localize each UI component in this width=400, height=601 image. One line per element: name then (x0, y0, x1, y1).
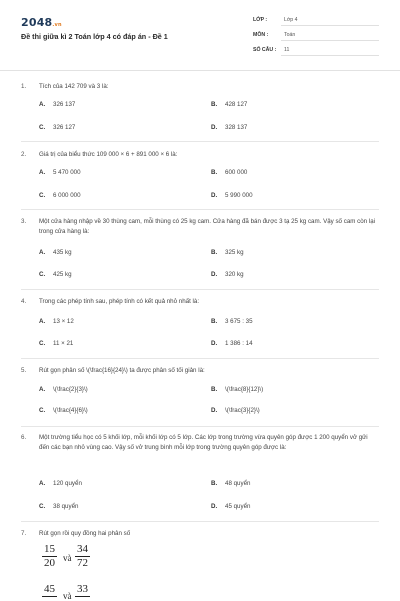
option-a[interactable] (39, 169, 81, 176)
option-b[interactable] (211, 249, 244, 256)
option-label: B. (211, 386, 218, 393)
option-a[interactable] (39, 318, 74, 325)
option-text: 435 kg (53, 249, 72, 256)
option-label: D. (211, 271, 218, 278)
option-label: A. (39, 101, 46, 108)
fraction (75, 543, 90, 570)
option-b[interactable] (211, 480, 250, 487)
meta-key: MÔN : (253, 32, 269, 38)
option-c[interactable] (39, 503, 78, 510)
meta-value: Lớp 4 (284, 17, 298, 23)
option-b[interactable] (211, 318, 253, 325)
option-label: D. (211, 340, 218, 347)
option-text: \(\frac{2}{3}\) (53, 386, 88, 393)
option-text: 328 137 (225, 124, 248, 131)
option-a[interactable] (39, 480, 82, 487)
option-d[interactable] (211, 340, 253, 347)
option-label: B. (211, 249, 218, 256)
option-text: 11 × 21 (53, 340, 74, 347)
option-text: 45 quyển (225, 503, 251, 510)
option-text: \(\frac{3}{2}\) (225, 407, 260, 414)
question-number: 6. (21, 434, 27, 441)
option-label: A. (39, 249, 46, 256)
option-label: C. (39, 340, 46, 347)
denominator: 20 (44, 557, 55, 569)
option-d[interactable] (211, 124, 247, 131)
option-text: 6 000 000 (53, 192, 81, 199)
option-text: 326 137 (53, 101, 76, 108)
option-label: D. (211, 407, 218, 414)
option-label: C. (39, 271, 46, 278)
option-text: 600 000 (225, 169, 248, 176)
question-stem: Giá trị của biểu thức 109 000 × 6 + 891 000 × 6 là: (39, 151, 178, 158)
numerator: 33 (77, 583, 88, 595)
question-stem: Tích của 142 709 và 3 là: (39, 83, 109, 90)
option-label: A. (39, 169, 46, 176)
option-text: \(\frac{4}{6}\) (53, 407, 88, 414)
option-a[interactable] (39, 101, 75, 108)
option-text: 425 kg (53, 271, 72, 278)
question-number: 4. (21, 298, 27, 305)
option-text: 5 990 000 (225, 192, 253, 199)
question-number: 7. (21, 530, 27, 537)
option-a[interactable] (39, 249, 72, 256)
option-label: B. (211, 101, 218, 108)
option-label: C. (39, 503, 46, 510)
divider (21, 141, 379, 142)
meta-value: Toán (284, 32, 296, 38)
option-text: 5 470 000 (53, 169, 81, 176)
option-text: 3 675 : 35 (225, 318, 253, 325)
question-number: 3. (21, 218, 27, 225)
option-text: 325 kg (225, 249, 244, 256)
option-label: C. (39, 192, 46, 199)
option-text: 13 × 12 (53, 318, 74, 325)
question-number: 5. (21, 367, 27, 374)
option-text: 120 quyển (53, 480, 82, 487)
option-text: 428 127 (225, 101, 248, 108)
divider (21, 426, 379, 427)
joiner-text: và (63, 591, 72, 601)
option-d[interactable] (211, 271, 244, 278)
document-header (0, 0, 400, 71)
option-b[interactable] (211, 386, 263, 393)
question-stem: Một trường tiểu học có 5 khối lớp, mỗi khối lớp có 5 lớp. Các lớp trong trường vừa quyên góp được 1 200 quyển vở gửi đến các bạn nhỏ vùng cao. Vậy số vở trung bình mỗi lớp trong trường quyên góp được là: (39, 434, 368, 451)
option-b[interactable] (211, 169, 247, 176)
option-label: D. (211, 503, 218, 510)
site-logo[interactable]: 2048.vn (21, 16, 62, 29)
option-label: B. (211, 480, 218, 487)
option-label: C. (39, 407, 46, 414)
option-label: A. (39, 318, 46, 325)
option-d[interactable] (211, 192, 253, 199)
option-text: 326 127 (53, 124, 76, 131)
option-text: 1 386 : 14 (225, 340, 253, 347)
meta-key: LỚP : (253, 17, 268, 23)
question-number: 2. (21, 151, 27, 158)
option-text: 38 quyển (53, 503, 79, 510)
question-number: 1. (21, 83, 27, 90)
document-title: Đề thi giữa kì 2 Toán lớp 4 có đáp án - Đề 1 (21, 32, 168, 41)
option-label: B. (211, 169, 218, 176)
denominator: 72 (77, 557, 88, 569)
option-label: C. (39, 124, 46, 131)
joiner-text: và (63, 553, 72, 563)
option-label: B. (211, 318, 218, 325)
divider (281, 55, 379, 56)
option-c[interactable] (39, 340, 73, 347)
option-label: D. (211, 192, 218, 199)
option-a[interactable] (39, 386, 88, 393)
option-label: A. (39, 386, 46, 393)
numerator: 45 (44, 583, 55, 595)
fraction (42, 543, 57, 570)
option-label: A. (39, 480, 46, 487)
option-d[interactable] (211, 407, 260, 414)
option-c[interactable] (39, 124, 75, 131)
option-text: \(\frac{8}{12}\) (225, 386, 264, 393)
option-c[interactable] (39, 407, 88, 414)
option-c[interactable] (39, 192, 81, 199)
question-stem: Rút gọn phân số \(\frac{16}{24}\) ta được phân số tối giản là: (39, 367, 205, 374)
divider (21, 521, 379, 522)
question-stem: Rút gọn rồi quy đồng hai phân số (39, 530, 131, 537)
question-stem: Trong các phép tính sau, phép tính có kết quả nhỏ nhất là: (39, 298, 200, 305)
divider (21, 209, 379, 210)
divider (281, 40, 379, 41)
fraction (75, 583, 90, 597)
option-b[interactable] (211, 101, 247, 108)
fraction (42, 583, 57, 597)
divider (21, 289, 379, 290)
option-d[interactable] (211, 503, 250, 510)
divider (21, 358, 379, 359)
option-label: D. (211, 124, 218, 131)
divider (281, 25, 379, 26)
question-stem: Một cửa hàng nhập về 30 thùng cam, mỗi thùng có 25 kg cam. Cửa hàng đã bán được 3 tạ 25 kg cam. Vậy số cam còn lại trong cửa hàng là: (39, 218, 376, 235)
option-text: 320 kg (225, 271, 244, 278)
numerator: 15 (44, 543, 55, 555)
meta-key: SỐ CÂU : (253, 47, 277, 53)
meta-value: 11 (284, 47, 290, 53)
numerator: 34 (77, 543, 88, 555)
option-c[interactable] (39, 271, 72, 278)
option-text: 48 quyển (225, 480, 251, 487)
